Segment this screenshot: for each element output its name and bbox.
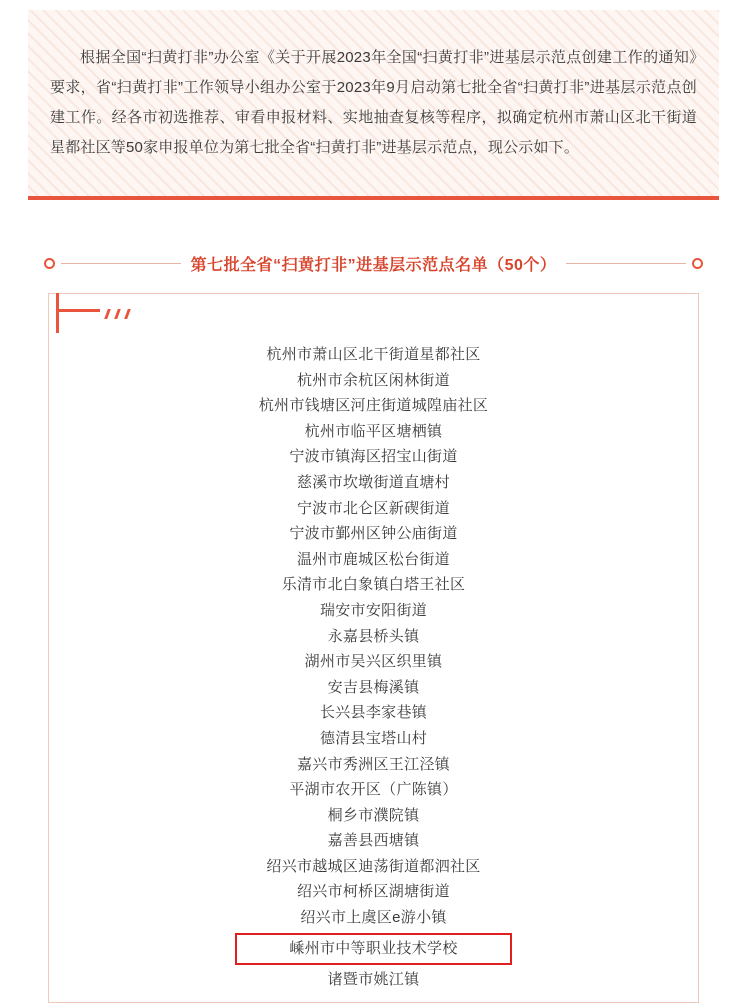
- list-item-label: 杭州市余杭区闲林街道: [296, 371, 450, 389]
- list-item-label: 宁波市镇海区招宝山街道: [289, 448, 458, 466]
- list-item-label: 永嘉县桥头镇: [327, 627, 420, 645]
- list-item: [49, 444, 698, 470]
- page-title: 第七批全省“扫黄打非”进基层示范点名单（50个）: [190, 257, 557, 274]
- list-item-label: 绍兴市上虞区e游小镇: [300, 909, 447, 927]
- list-item: [49, 675, 698, 701]
- ring-icon: [692, 258, 703, 269]
- list-item-label: 安吉县梅溪镇: [327, 678, 420, 696]
- list-item-label: 乐清市北白象镇白塔王社区: [281, 576, 466, 594]
- divider-left: [61, 263, 181, 264]
- list-item: [49, 726, 698, 752]
- list-item-label: 桐乡市濮院镇: [327, 806, 420, 824]
- list-item: [49, 967, 698, 993]
- list-item: [49, 828, 698, 854]
- list-item-label: 绍兴市柯桥区湖塘街道: [296, 883, 450, 901]
- demonstration-site-list: [49, 294, 698, 1002]
- list-item: [49, 803, 698, 829]
- list-panel: [48, 293, 699, 1003]
- list-item: [49, 547, 698, 573]
- divider-right: [566, 263, 686, 264]
- list-item-label: 诸暨市姚江镇: [327, 970, 420, 988]
- list-item: [49, 777, 698, 803]
- list-item-highlighted: 嵊州市中等职业技术学校: [235, 933, 511, 965]
- list-item-label: 绍兴市越城区迪荡街道都泗社区: [266, 857, 481, 875]
- list-item: [49, 521, 698, 547]
- list-item: [49, 368, 698, 394]
- list-item-label: 杭州市萧山区北干街道星都社区: [266, 346, 481, 363]
- list-item: [49, 598, 698, 624]
- list-item-label: 宁波市北仑区新碶街道: [296, 499, 450, 517]
- list-item: [49, 419, 698, 445]
- list-item-label: 长兴县李家巷镇: [319, 704, 428, 722]
- title-decoration-left: [44, 258, 181, 269]
- list-item-label: 德清县宝塔山村: [319, 729, 428, 747]
- list-item: [49, 752, 698, 778]
- list-item-label: 温州市鹿城区松台街道: [296, 550, 450, 568]
- list-item-label: 嘉兴市秀洲区王江泾镇: [296, 755, 450, 773]
- list-item-label: 湖州市吴兴区织里镇: [304, 653, 443, 671]
- list-item-label: 杭州市临平区塘栖镇: [304, 422, 443, 440]
- list-item: [49, 854, 698, 880]
- list-item: [49, 572, 698, 598]
- list-item: [49, 470, 698, 496]
- ring-icon: [44, 258, 55, 269]
- list-item-label: 杭州市钱塘区河庄街道城隍庙社区: [258, 397, 489, 415]
- list-item-label: 瑞安市安阳街道: [319, 601, 428, 619]
- list-item: [49, 342, 698, 368]
- list-item: [49, 931, 698, 967]
- list-item: [49, 649, 698, 675]
- list-item: [49, 700, 698, 726]
- list-item-label: 平湖市农开区（广陈镇）: [289, 781, 458, 799]
- list-item: [49, 393, 698, 419]
- list-item: [49, 879, 698, 905]
- list-item-label: 慈溪市坎墩街道直塘村: [296, 473, 450, 491]
- section-title-row: [0, 252, 747, 275]
- title-decoration-right: [566, 258, 703, 269]
- list-item-label: 嘉善县西塘镇: [327, 832, 420, 850]
- intro-paragraph: 根据全国“扫黄打非”办公室《关于开展2023年全国“扫黄打非”进基层示范点创建工作的通知》要求，省“扫黄打非”工作领导小组办公室于2023年9月启动第七批全省“扫黄打非”进基层示范点创建工作。经各市初选推荐、审看申报材料、实地抽查复核等程序，拟确定杭州市萧山区北干街道星都社区等50家申报单位为第七批全省“扫黄打非”进基层示范点，现公示如下。: [50, 49, 697, 156]
- list-item-label: 宁波市鄞州区钟公庙街道: [289, 525, 458, 543]
- intro-notice-block: [28, 10, 719, 200]
- list-item: [49, 496, 698, 522]
- list-item: [49, 624, 698, 650]
